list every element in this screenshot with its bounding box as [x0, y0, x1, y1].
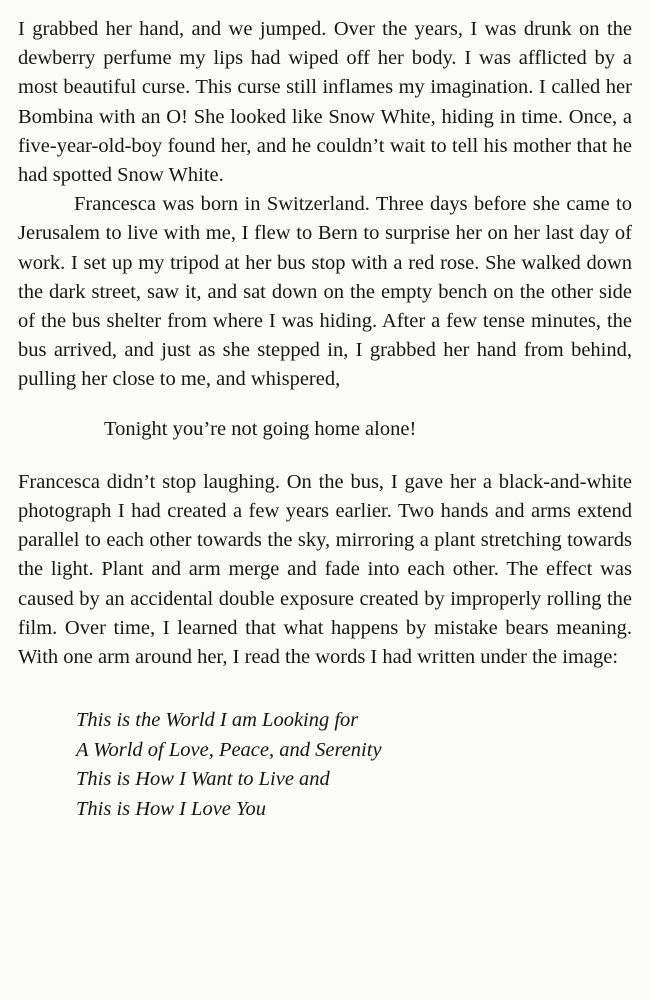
paragraph-francesca-bern: Francesca was born in Switzerland. Three days before she came to Jerusalem to live with me, I flew to Bern to surprise her on her last day of work. I set up my tripod at her bus stop with a red rose. She walked down the dark street, saw it, and sat down on the empty bench on the other side of the bus shelter from where I was hiding. After a few tense minutes, the bus arrived, and just as she stepped in, I grabbed her hand from behind, pulling her close to me, and whispered,	[18, 193, 632, 391]
poem-line: A World of Love, Peace, and Serenity	[76, 738, 382, 761]
poem-line: This is the World I am Looking for	[76, 709, 359, 732]
whispered-quote: Tonight you’re not going home alone!	[104, 417, 417, 440]
poem	[18, 706, 632, 824]
book-page	[18, 15, 632, 824]
paragraph-jump: I grabbed her hand, and we jumped. Over the years, I was drunk on the dewberry perfume my lips had wiped off her body. I was afflicted by a most beautiful curse. This curse still inflames my imagination. I called her Bombina with an O! She looked like Snow White, hiding in time. Once, a five-year-old-boy found her, and he couldn’t wait to tell his mother that he had spotted Snow White.	[18, 18, 632, 187]
paragraph-bus-photograph: Francesca didn’t stop laughing. On the bus, I gave her a black-and-white photograph I had created a few years earlier. Two hands and arms extend parallel to each other towards the sky, mirroring a plant stretching towards the light. Plant and arm merge and fade into each other. The effect was caused by an accidental double exposure created by improperly rolling the film. Over time, I learned that what happens by mistake bears meaning. With one arm around her, I read the words I had written under the image:	[18, 470, 632, 669]
poem-line: This is How I Want to Live and	[76, 768, 330, 791]
poem-line: This is How I Love You	[76, 797, 267, 820]
